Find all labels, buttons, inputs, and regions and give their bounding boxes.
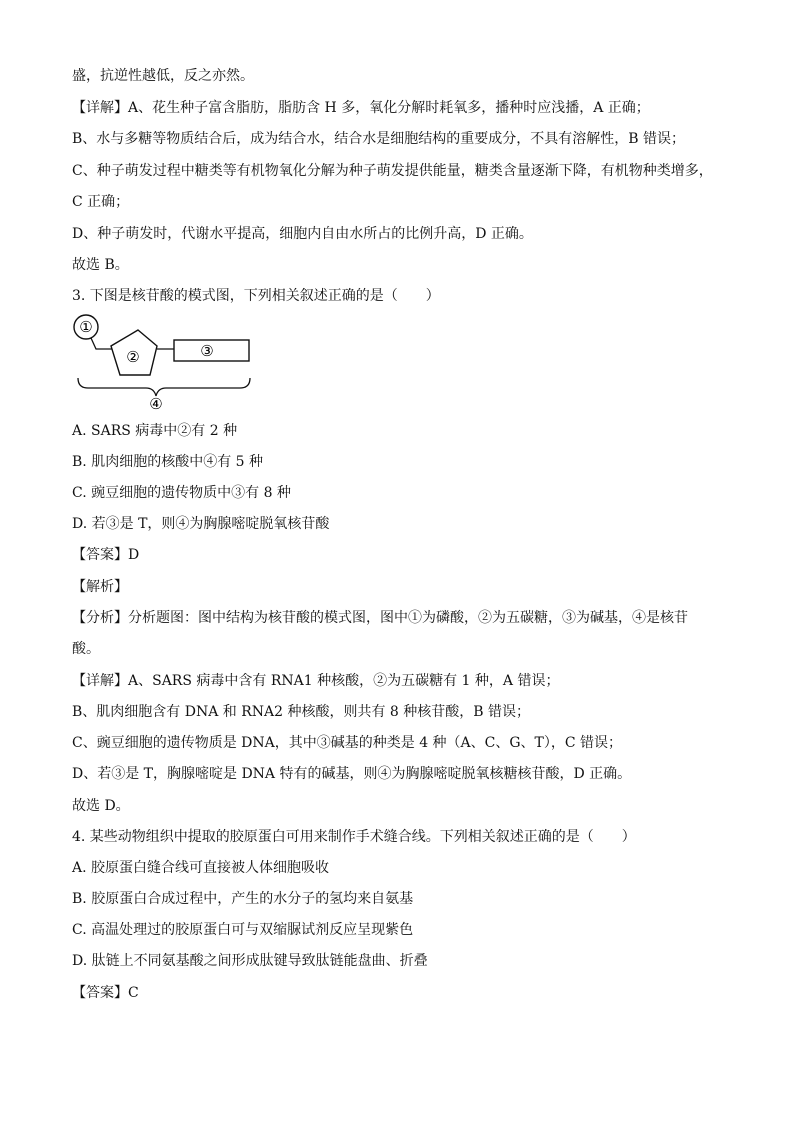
- text-line: 酸。: [72, 641, 100, 657]
- text-line: 故选 B。: [72, 257, 129, 273]
- base-label: ③: [200, 342, 214, 360]
- option-c: C. 豌豆细胞的遗传物质中③有 8 种: [72, 485, 291, 501]
- option-b: B. 肌肉细胞的核酸中④有 5 种: [72, 454, 263, 470]
- question-4-stem: 4. 某些动物组织中提取的胶原蛋白可用来制作手术缝合线。下列相关叙述正确的是（ ）: [72, 829, 636, 845]
- nucleotide-diagram: [70, 312, 260, 416]
- option-d: D. 若③是 T，则④为胸腺嘧啶脱氧核苷酸: [72, 516, 330, 532]
- text-line: D、种子萌发时，代谢水平提高，细胞内自由水所占的比例升高，D 正确。: [72, 226, 533, 242]
- text-line: 盛，抗逆性越低，反之亦然。: [72, 68, 254, 84]
- text-line: B、肌肉细胞含有 DNA 和 RNA2 种核酸，则共有 8 种核苷酸，B 错误；: [72, 704, 531, 720]
- phosphate-label: ①: [79, 318, 93, 336]
- answer-label: 【答案】D: [72, 547, 140, 563]
- option-c: C. 高温处理过的胶原蛋白可与双缩脲试剂反应呈现紫色: [72, 922, 414, 938]
- option-b: B. 胶原蛋白合成过程中，产生的水分子的氢均来自氨基: [72, 891, 414, 907]
- question-3-stem: 3. 下图是核苷酸的模式图，下列相关叙述正确的是（ ）: [72, 288, 440, 304]
- text-line: C、种子萌发过程中糖类等有机物氧化分解为种子萌发提供能量，糖类含量逐渐下降，有机物种类增多，: [72, 163, 713, 179]
- text-line: D、若③是 T，胸腺嘧啶是 DNA 特有的碱基，则④为胸腺嘧啶脱氧核糖核苷酸，D 正确。: [72, 766, 632, 782]
- text-line: B、水与多糖等物质结合后，成为结合水，结合水是细胞结构的重要成分，不具有溶解性，B 错误；: [72, 131, 686, 147]
- text-line: 【分析】分析题图：图中结构为核苷酸的模式图，图中①为磷酸，②为五碳糖，③为碱基，④是核苷: [72, 610, 688, 626]
- analysis-label: 【解析】: [72, 579, 128, 595]
- brace: [78, 378, 250, 396]
- option-d: D. 肽链上不同氨基酸之间形成肽键导致肽链能盘曲、折叠: [72, 953, 428, 969]
- text-line: 故选 D。: [72, 798, 130, 814]
- sugar-label: ②: [126, 348, 140, 366]
- nucleotide-label: ④: [149, 395, 163, 413]
- answer-label: 【答案】C: [72, 985, 139, 1001]
- text-line: 【详解】A、SARS 病毒中含有 RNA1 种核酸，②为五碳糖有 1 种，A 错误；: [72, 673, 560, 689]
- text-line: C、豌豆细胞的遗传物质是 DNA，其中③碱基的种类是 4 种（A、C、G、T），C 错误；: [72, 735, 623, 751]
- text-line: 【详解】A、花生种子富含脂肪，脂肪含 H 多，氧化分解时耗氧多，播种时应浅播，A 正确；: [72, 100, 650, 116]
- option-a: A. 胶原蛋白缝合线可直接被人体细胞吸收: [72, 860, 330, 876]
- text-line: C 正确；: [72, 194, 130, 210]
- option-a: A. SARS 病毒中②有 2 种: [72, 423, 238, 439]
